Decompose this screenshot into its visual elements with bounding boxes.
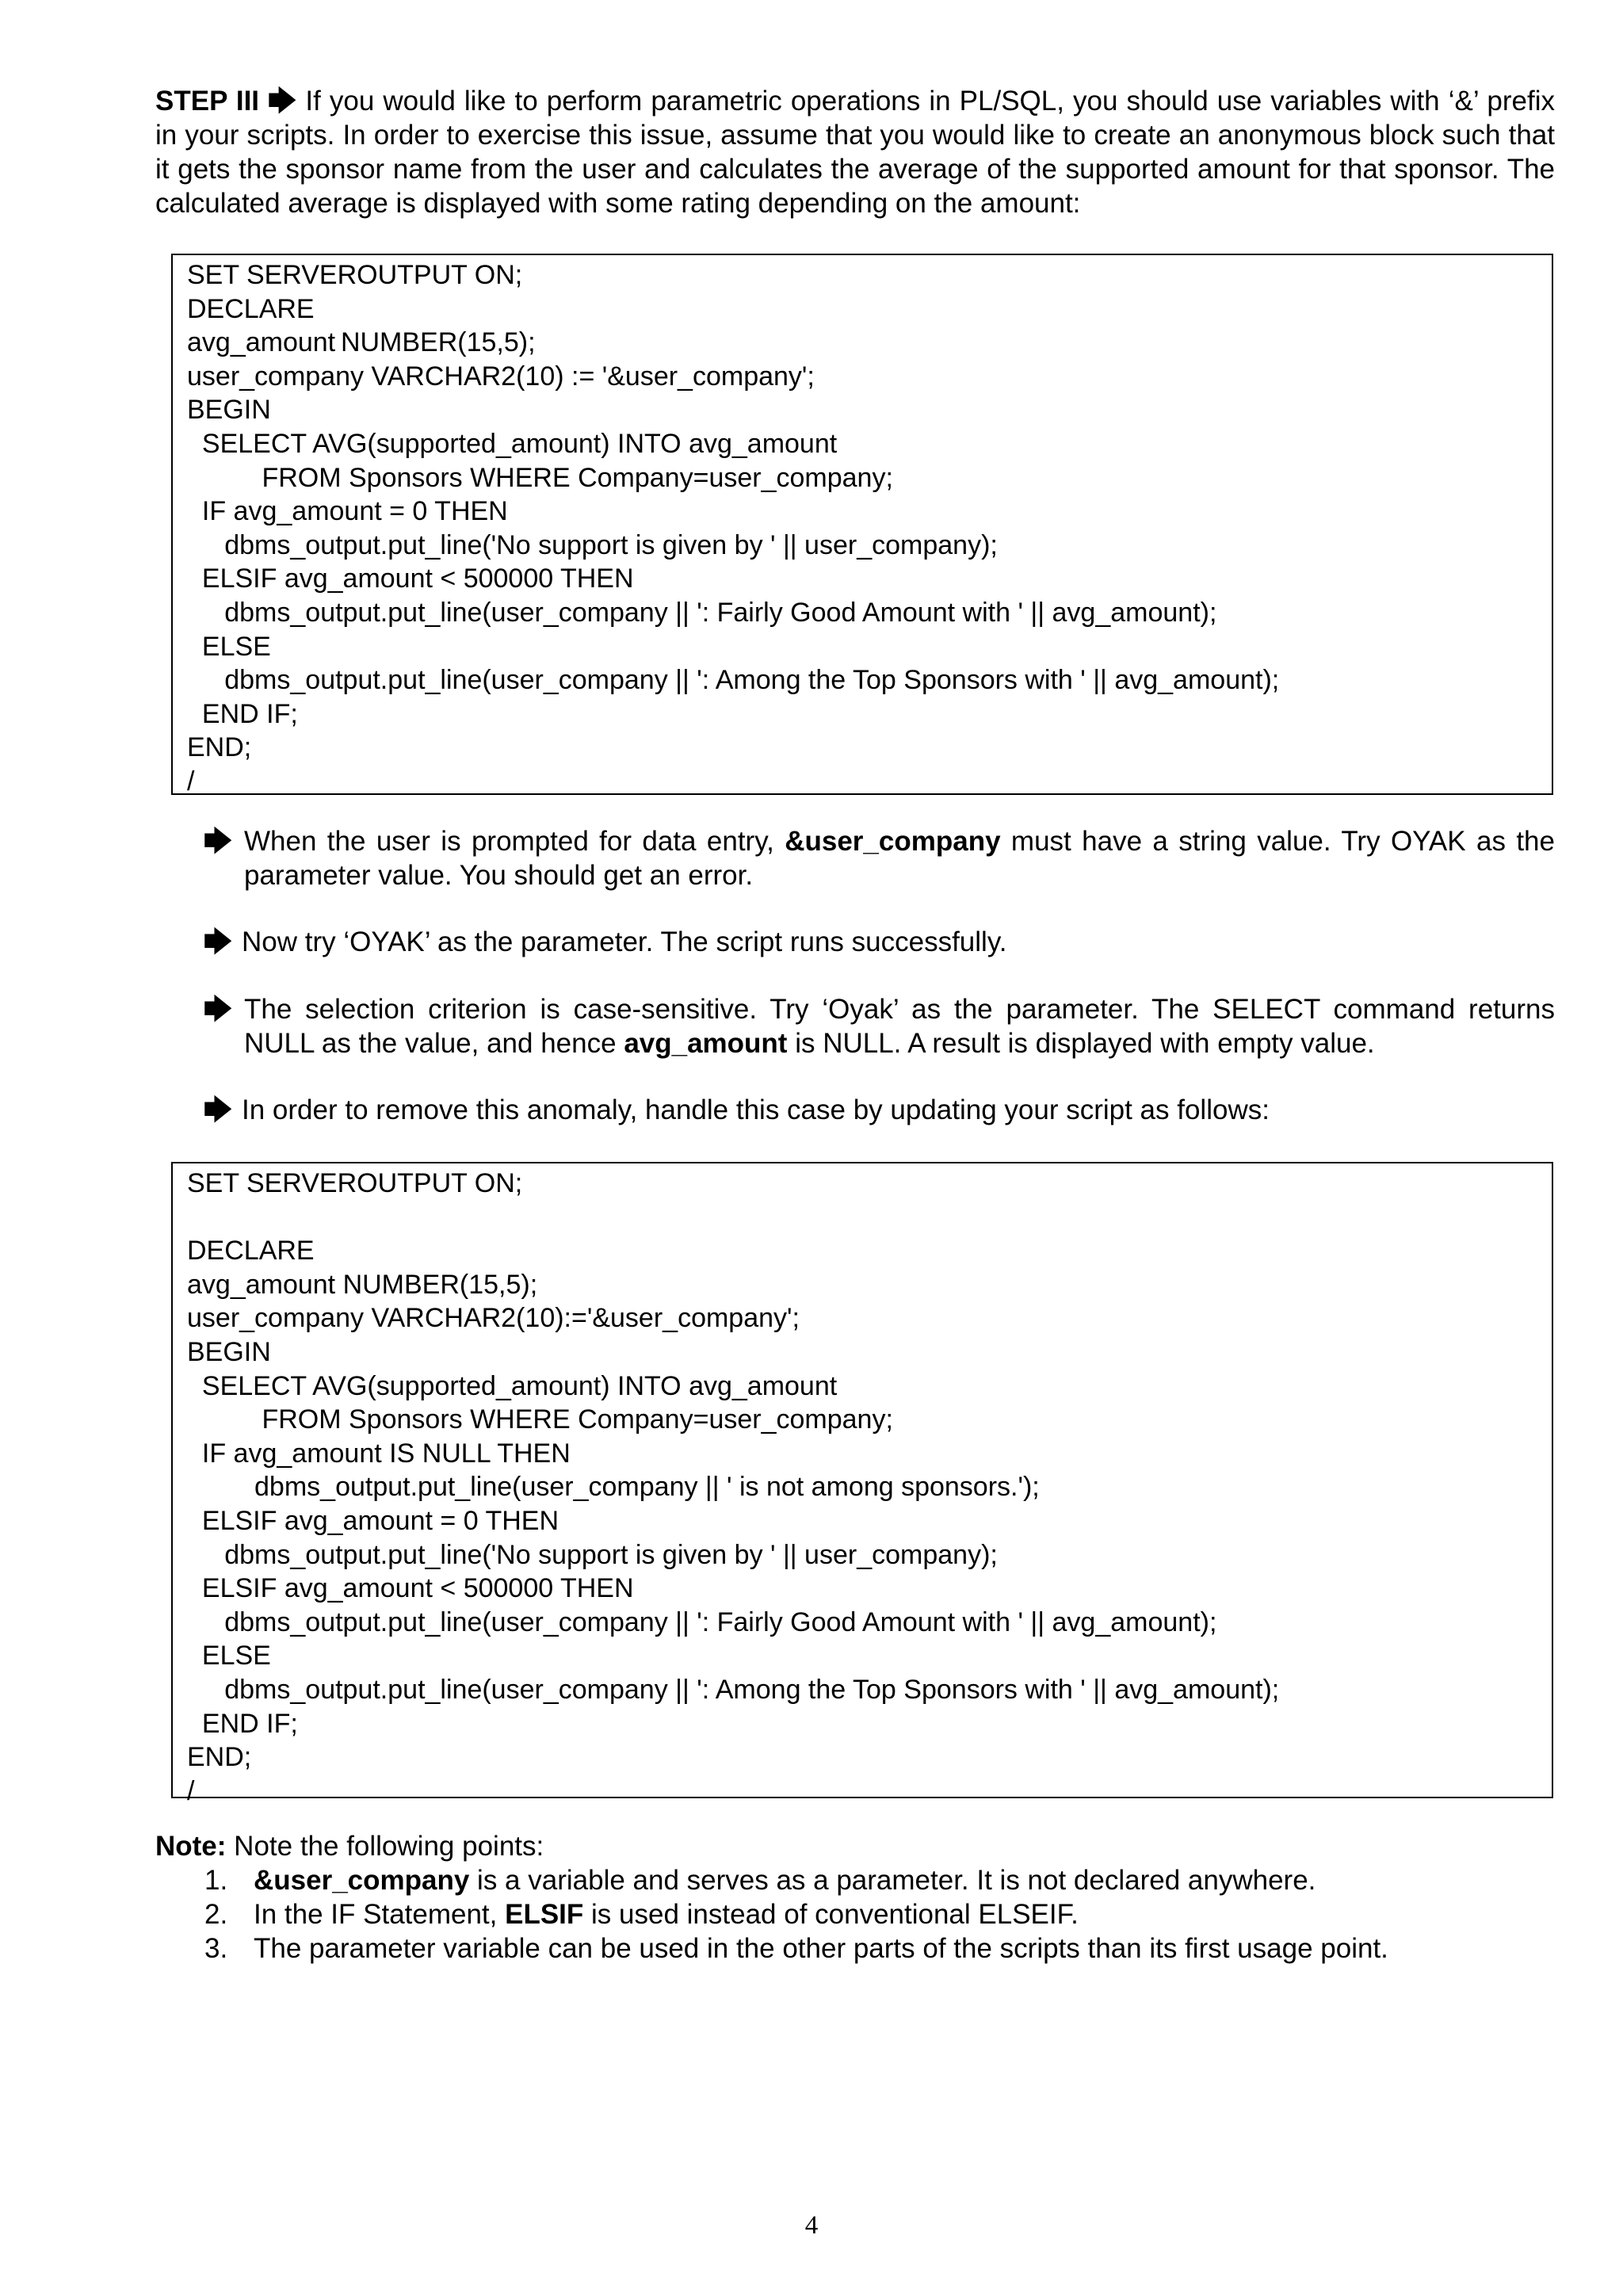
code-line: BEGIN bbox=[187, 1336, 271, 1367]
bullet-3: 🡆 The selection criterion is case-sensitive. Try ‘Oyak’ as the parameter. The SELECT command returns NULL as the value, and hence avg_amount is NULL. A result is displayed with empty value. bbox=[204, 994, 1555, 1059]
bullet-2: 🡆 Now try ‘OYAK’ as the parameter. The script runs successfully. bbox=[204, 926, 1007, 957]
arrow-icon: 🡆 bbox=[204, 994, 233, 1025]
code-line: IF avg_amount = 0 THEN bbox=[187, 496, 508, 527]
bullet-1: 🡆 When the user is prompted for data entry, &user_company must have a string value. Try OYAK as the parameter value. You should get an error. bbox=[204, 826, 1555, 891]
code-line: FROM Sponsors WHERE Company=user_company; bbox=[187, 1404, 893, 1435]
code-line: ELSIF avg_amount < 500000 THEN bbox=[187, 1573, 634, 1604]
note-section bbox=[155, 1829, 1550, 1966]
code-line: DECLARE bbox=[187, 293, 315, 324]
code-line: dbms_output.put_line('No support is given by ' || user_company); bbox=[187, 529, 998, 560]
step-label: STEP III bbox=[155, 86, 260, 117]
code-line: DECLARE bbox=[187, 1236, 315, 1266]
code-line: SET SERVEROUTPUT ON; bbox=[187, 260, 523, 290]
code-line: ELSIF avg_amount < 500000 THEN bbox=[187, 563, 634, 594]
code-line: IF avg_amount IS NULL THEN bbox=[187, 1438, 571, 1469]
code-line: user_company VARCHAR2(10) := '&user_company'; bbox=[187, 361, 815, 392]
code-line: avg_amount NUMBER(15,5); bbox=[187, 1269, 538, 1300]
arrow-icon: 🡆 bbox=[204, 826, 233, 857]
note-item-1: 1. &user_company is a variable and serves as a parameter. It is not declared anywhere. bbox=[204, 1865, 1316, 1896]
code-line: BEGIN bbox=[187, 395, 271, 426]
code-line: dbms_output.put_line(user_company || ' is not among sponsors.'); bbox=[187, 1472, 1040, 1503]
page-number: 4 bbox=[804, 2211, 819, 2240]
code-line: dbms_output.put_line(user_company || ': Among the Top Sponsors with ' || avg_amount); bbox=[187, 665, 1280, 696]
code-line: / bbox=[187, 1775, 195, 1806]
code-line: user_company VARCHAR2(10):='&user_company'; bbox=[187, 1303, 800, 1334]
code-line: dbms_output.put_line(user_company || ': Fairly Good Amount with ' || avg_amount); bbox=[187, 597, 1217, 628]
code-line: END; bbox=[187, 732, 252, 763]
code-line: END IF; bbox=[187, 698, 298, 729]
code-line: / bbox=[187, 766, 195, 797]
code-line: ELSIF avg_amount = 0 THEN bbox=[187, 1505, 559, 1536]
code-line: dbms_output.put_line('No support is given by ' || user_company); bbox=[187, 1539, 998, 1570]
code-block-1 bbox=[171, 254, 1553, 795]
arrow-icon: 🡆 bbox=[268, 86, 297, 117]
code-line: dbms_output.put_line(user_company || ': Among the Top Sponsors with ' || avg_amount); bbox=[187, 1674, 1280, 1705]
code-line: SELECT AVG(supported_amount) INTO avg_amount bbox=[187, 428, 838, 459]
intro-paragraph bbox=[155, 84, 1555, 220]
arrow-icon: 🡆 bbox=[204, 1095, 233, 1125]
code-line: SET SERVEROUTPUT ON; bbox=[187, 1168, 523, 1198]
code-line: SELECT AVG(supported_amount) INTO avg_amount bbox=[187, 1370, 838, 1401]
note-item-2: 2. In the IF Statement, ELSIF is used instead of conventional ELSEIF. bbox=[204, 1899, 1079, 1930]
code-line: END; bbox=[187, 1742, 252, 1773]
code-line: FROM Sponsors WHERE Company=user_company; bbox=[187, 462, 893, 493]
code-line: END IF; bbox=[187, 1708, 298, 1739]
arrow-icon: 🡆 bbox=[204, 926, 233, 957]
bullet-4: 🡆 In order to remove this anomaly, handle this case by updating your script as follows: bbox=[204, 1095, 1270, 1125]
code-block-2 bbox=[171, 1162, 1553, 1806]
code-line: dbms_output.put_line(user_company || ': Fairly Good Amount with ' || avg_amount); bbox=[187, 1606, 1217, 1637]
note-heading: Note: Note the following points: bbox=[155, 1831, 544, 1862]
code-line bbox=[187, 1201, 1552, 1235]
note-item-3: 3. The parameter variable can be used in the other parts of the scripts than its first usage point. bbox=[204, 1933, 1388, 1964]
code-line: ELSE bbox=[187, 631, 271, 662]
code-line: avg_amount NUMBER(15,5); bbox=[187, 327, 536, 358]
code-line: ELSE bbox=[187, 1641, 271, 1671]
intro-text: If you would like to perform parametric operations in PL/SQL, you should use variables with ‘&’ prefix in your scripts. In order to exercise this issue, assume that you would like to create an anonymous block such that it gets the sponsor name from the user and calculates the average of the supported amount for that sponsor. The calculated average is displayed with some rating depending on the amount: bbox=[155, 86, 1555, 219]
